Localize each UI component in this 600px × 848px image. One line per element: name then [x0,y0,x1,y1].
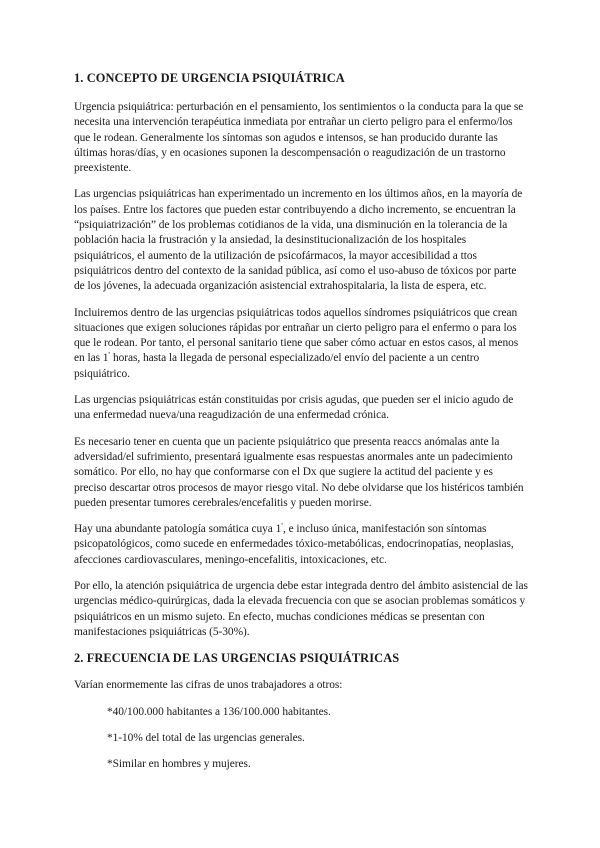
section-2-heading: 2. FRECUENCIA DE LAS URGENCIAS PSIQUIÁTRICAS [74,651,400,666]
list-item: *1-10% del total de las urgencias generales. [107,731,305,744]
list-item: *Similar en hombres y mujeres. [107,758,251,771]
paragraph-acute-crisis: Las urgencias psiquiátricas están constituidas por crisis agudas, que pueden ser el inicio agudo de una enfermedad nueva/una reagudización de una enfermedad crónica. [74,394,514,422]
paragraph-increase: Las urgencias psiquiátricas han experimentado un incremento en los últimos años, en la mayoría de los países. Entre los factores que pueden estar contribuyendo a dicho incremento, se encuentran la “psiquiatrización” de los problemas cotidianos de la vida, una disminución en la tolerancia de la población hacia la frustración y la ansiedad, la desinstitucionalización de los hospitales psiquiátricos, el aumento de la utilización de psicofármacos, la mayor accesibilidad a ttos psiquiátricos dentro del contexto de la sanidad pública, así como el uso-abuso de tóxicos por parte de los jóvenes, la adecuada organización asistencial extrahospitalaria, la lista de espera, etc. [74,188,523,293]
list-item: *40/100.000 habitantes a 136/100.000 habitantes. [107,705,331,718]
document-body [74,71,528,772]
paragraph-definition: Urgencia psiquiátrica: perturbación en el pensamiento, los sentimientos o la conducta para la que se necesita una intervención terapéutica inmediata por entrañar un cierto peligro para el enfermo/los que le rodean. Generalmente los síntomas son agudos e intensos, se han producido durante las últimas horas/días, y en ocasiones suponen la descompensación o reagudización de un trastorno preexistente. [74,101,524,175]
section-1-heading: 1. CONCEPTO DE URGENCIA PSIQUIÁTRICA [74,71,345,85]
paragraph-integration: Por ello, la atención psiquiátrica de urgencia debe estar integrada dentro del ámbito asistencial de las urgencias médico-quirúrgicas, dada la elevada frecuencia con que se asocian problemas somáticos y psiquiátricos en un mismo sujeto. En efecto, muchas condiciones médicas se presentan con manifestaciones psiquiátricas (5-30%). [74,580,528,638]
paragraph-frequency-intro: Varían enormemente las cifras de unos trabajadores a otros: [74,679,343,692]
paragraph-somatic-pathology: Hay una abundante patología somática cuya $1^ª$, e incluso única, manifestación son síntomas psicopatológicos, como sucede en enfermedades tóxico-metabólicas, endocrinopatías, neoplasias, afecciones cardiovasculares, meningo-encefalitis, intoxicaciones, etc. [74,522,514,566]
paragraph-inclusion: Incluiremos dentro de las urgencias psiquiátricas todos aquellos síndromes psiquiátricos que crean situaciones que exigen soluciones rápidas por entrañar un cierto peligro para el enfermo o para los que le rodean. Por tanto, el personal sanitario tiene que saber cómo actuar en estos casos, al menos en las $1^ª$ horas, hasta la llegada de personal especializado/el envío del paciente a un centro psiquiátrico. [74,306,519,380]
paragraph-somatic-response: Es necesario tener en cuenta que un paciente psiquiátrico que presenta reaccs anómalas ante la adversidad/el sufrimiento, presentará igualmente esas respuestas anormales ante un padecimiento somático. Por ello, no hay que conformarse con el Dx que sugiere la actitud del paciente y es preciso descartar otros procesos de mayor riesgo vital. No debe olvidarse que los histéricos también pueden presentar tumores cerebrales/encefalitis y pueden morirse. [74,435,524,509]
